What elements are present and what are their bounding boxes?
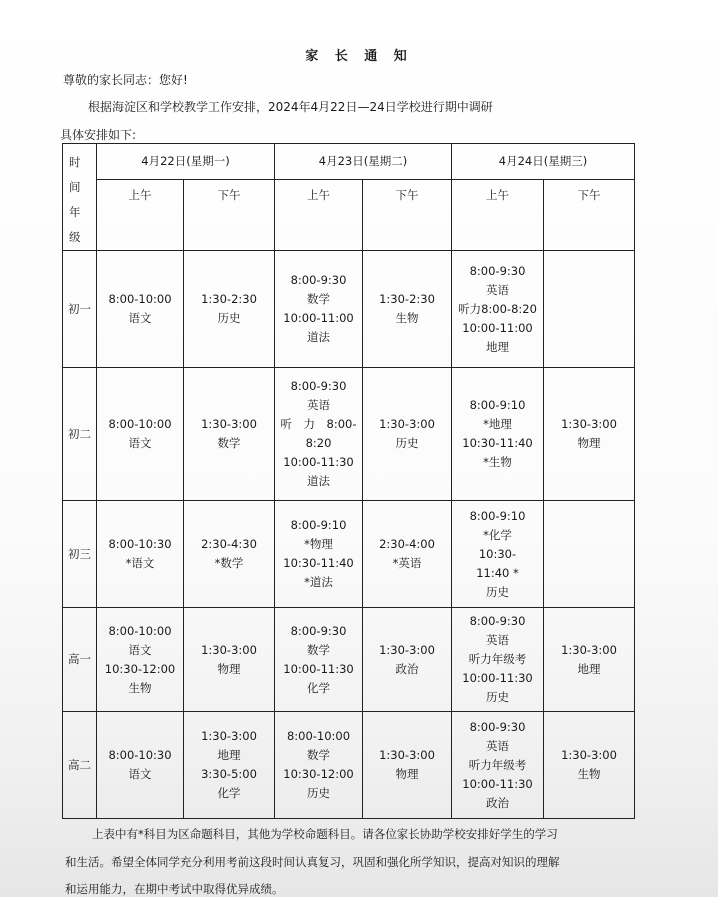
schedule-cell	[363, 501, 452, 608]
schedule-cell	[184, 608, 275, 712]
schedule-cell-line: 听 力 8:00-	[280, 417, 357, 431]
schedule-cell	[452, 712, 544, 819]
grade-label: 高二	[63, 712, 97, 819]
schedule-cell-line: 8:00-9:30	[290, 273, 347, 287]
schedule-cell-line: 语文	[128, 436, 152, 450]
header-row-days	[63, 144, 635, 180]
corner-char: 年	[69, 205, 81, 219]
schedule-cell-line: 历史	[486, 690, 509, 704]
schedule-cell	[97, 251, 184, 368]
greeting: 尊敬的家长同志：您好!	[63, 73, 188, 87]
schedule-cell	[363, 251, 452, 368]
schedule-cell-line: 8:00-10:00	[286, 729, 351, 743]
schedule-cell-line: 8:00-9:30	[469, 719, 526, 734]
grade-label: 初一	[63, 251, 97, 368]
schedule-cell-line: 8:00-9:10	[290, 518, 347, 532]
grade-row	[63, 712, 635, 819]
schedule-cell-line: 道法	[307, 474, 330, 488]
schedule-cell-line: 2:30-4:00	[379, 537, 435, 551]
grade-label: 高一	[63, 608, 97, 712]
schedule-cell-line: 10:30-12:00	[104, 661, 176, 676]
schedule-cell	[452, 368, 544, 501]
half-day-header: 下午	[544, 180, 635, 251]
day-header: 4月23日(星期二)	[275, 144, 452, 180]
corner-char: 级	[69, 230, 81, 244]
schedule-cell	[97, 712, 184, 819]
schedule-cell-line: *数学	[214, 556, 244, 570]
schedule-cell	[97, 608, 184, 712]
schedule-cell-line: 1:30-3:00	[379, 417, 435, 431]
intro-paragraph: 根据海淀区和学校教学工作安排，2024年4月22日—24日学校进行期中调研	[88, 100, 493, 114]
schedule-cell-line: 英语	[486, 633, 509, 647]
schedule-cell-line: 8:00-9:30	[290, 379, 347, 393]
corner-cell	[63, 144, 97, 251]
schedule-cell-line: 1:30-3:00	[201, 642, 257, 657]
schedule-cell	[184, 251, 275, 368]
schedule-cell-line: 英语	[486, 282, 509, 297]
schedule-cell-line: 1:30-3:00	[379, 642, 435, 657]
schedule-cell-line: 地理	[486, 339, 509, 354]
schedule-cell	[544, 501, 635, 608]
schedule-cell-line: 10:00-11:30	[283, 455, 354, 469]
schedule-cell-line: 10:30-	[478, 546, 517, 561]
grade-label: 初二	[63, 368, 97, 501]
schedule-cell-line: *物理	[304, 537, 333, 551]
schedule-cell-line: 化学	[217, 786, 241, 800]
schedule-cell	[275, 608, 363, 712]
schedule-cell-line: *生物	[483, 455, 512, 469]
schedule-cell	[275, 251, 363, 368]
schedule-cell-line: 8:20	[305, 436, 332, 450]
schedule-cell-line: 8:00-10:00	[108, 417, 172, 431]
schedule-cell-line: 政治	[486, 795, 509, 810]
schedule-cell-line: 英语	[307, 398, 330, 412]
schedule-cell-line: 语文	[128, 311, 152, 325]
schedule-cell-line: 英语	[486, 738, 509, 753]
schedule-cell	[363, 608, 452, 712]
grade-row	[63, 368, 635, 501]
grade-label: 初三	[63, 501, 97, 608]
day-header: 4月22日(星期一)	[97, 144, 275, 180]
half-day-header: 下午	[184, 180, 275, 251]
schedule-cell-line: 10:00-11:00	[283, 311, 354, 325]
half-day-header: 上午	[452, 180, 544, 251]
schedule-cell-line: 物理	[217, 661, 241, 676]
schedule-cell	[544, 368, 635, 501]
header-row-halves	[63, 180, 635, 251]
schedule-cell-line: *英语	[392, 556, 422, 570]
schedule-cell-line: 1:30-3:00	[201, 729, 257, 743]
schedule-cell-line: 语文	[128, 767, 152, 781]
schedule-cell-line: 数学	[217, 436, 241, 450]
grade-row	[63, 608, 635, 712]
schedule-cell-line: 化学	[307, 680, 330, 695]
schedule-cell-line: 道法	[307, 330, 330, 344]
half-day-header: 上午	[97, 180, 184, 251]
schedule-cell-line: 生物	[395, 311, 419, 325]
schedule-cell-line: 数学	[307, 292, 330, 306]
schedule-cell	[275, 368, 363, 501]
grade-row	[63, 251, 635, 368]
schedule-cell	[275, 712, 363, 819]
schedule-cell-line: 地理	[577, 661, 601, 676]
schedule-cell-line: 听力8:00-8:20	[458, 301, 537, 316]
corner-char: 时	[69, 155, 81, 169]
schedule-cell-line: 10:00-11:30	[462, 671, 533, 685]
schedule-subheading: 具体安排如下:	[60, 128, 137, 142]
note-line: 上表中有*科目为区命题科目，其他为学校命题科目。请各位家长协助学校安排好学生的学习	[92, 827, 558, 841]
half-day-header: 下午	[363, 180, 452, 251]
schedule-cell	[452, 608, 544, 712]
schedule-cell-line: 数学	[307, 748, 330, 762]
schedule-cell-line: 10:00-11:30	[283, 661, 354, 676]
schedule-cell	[544, 608, 635, 712]
schedule-cell-line: 生物	[128, 680, 152, 695]
schedule-cell-line: 历史	[307, 786, 330, 800]
schedule-cell-line: 1:30-3:00	[201, 417, 257, 431]
schedule-cell-line: 10:30-11:40	[283, 556, 354, 570]
corner-char: 间	[69, 180, 81, 194]
schedule-cell-line: 政治	[395, 661, 419, 676]
schedule-cell-line: *道法	[304, 575, 333, 589]
schedule-cell-line: 1:30-3:00	[561, 417, 617, 431]
schedule-cell	[452, 501, 544, 608]
schedule-cell-line: 8:00-10:30	[108, 748, 172, 762]
note-line: 和生活。希望全体同学充分利用考前这段时间认真复习，巩固和强化所学知识，提高对知识的理解	[65, 855, 560, 869]
schedule-cell-line: 8:00-9:30	[469, 263, 526, 278]
schedule-cell-line: 语文	[128, 642, 152, 657]
schedule-cell-line: 8:00-9:10	[469, 398, 526, 412]
schedule-cell-line: 物理	[395, 767, 419, 781]
schedule-cell-line: 1:30-3:00	[561, 642, 617, 657]
note-line: 和运用能力，在期中考试中取得优异成绩。	[65, 882, 284, 896]
schedule-cell-line: 听力年级考	[468, 652, 527, 666]
schedule-cell-line: 物理	[577, 436, 601, 450]
schedule-cell-line: 地理	[217, 748, 241, 762]
schedule-cell	[184, 368, 275, 501]
exam-schedule-table	[62, 143, 635, 819]
schedule-cell-line: 1:30-3:00	[379, 748, 435, 762]
schedule-cell-line: *化学	[483, 527, 512, 542]
schedule-cell-line: 听力年级考	[468, 757, 527, 772]
schedule-cell-line: 1:30-3:00	[561, 748, 617, 762]
schedule-cell-line: 历史	[217, 311, 241, 325]
schedule-cell-line: 10:00-11:30	[462, 776, 533, 791]
schedule-cell-line: 历史	[486, 584, 509, 599]
schedule-cell-line: 生物	[577, 767, 601, 781]
grade-row	[63, 501, 635, 608]
schedule-cell-line: 8:00-10:00	[108, 292, 172, 306]
schedule-cell-line: 2:30-4:30	[201, 537, 257, 551]
schedule-cell-line: 3:30-5:00	[201, 767, 257, 781]
schedule-cell-line: 数学	[307, 642, 330, 657]
notice-title: 家 长 通 知	[305, 49, 413, 64]
schedule-cell	[97, 368, 184, 501]
schedule-cell	[275, 501, 363, 608]
schedule-cell-line: 10:30-12:00	[283, 767, 354, 781]
schedule-cell-line: 1:30-2:30	[379, 292, 435, 306]
schedule-cell-line: 8:00-10:30	[108, 537, 172, 551]
schedule-cell	[452, 251, 544, 368]
schedule-cell-line: *语文	[125, 556, 155, 570]
schedule-cell	[184, 501, 275, 608]
schedule-cell	[544, 251, 635, 368]
schedule-cell-line: 10:30-11:40	[462, 436, 533, 450]
schedule-cell-line: 11:40 *	[476, 565, 519, 580]
schedule-cell-line: 1:30-2:30	[201, 292, 257, 306]
schedule-cell-line: 8:00-9:30	[290, 623, 347, 638]
schedule-cell	[363, 712, 452, 819]
schedule-cell-line: 8:00-9:30	[469, 614, 526, 628]
schedule-cell-line: 8:00-10:00	[108, 623, 172, 638]
half-day-header: 上午	[275, 180, 363, 251]
schedule-cell-line: 10:00-11:00	[462, 320, 533, 335]
schedule-cell	[184, 712, 275, 819]
schedule-cell-line: 8:00-9:10	[469, 508, 526, 523]
schedule-cell-line: 历史	[395, 436, 419, 450]
schedule-cell	[97, 501, 184, 608]
schedule-cell	[363, 368, 452, 501]
day-header: 4月24日(星期三)	[452, 144, 635, 180]
schedule-cell-line: *地理	[483, 417, 512, 431]
schedule-cell	[544, 712, 635, 819]
